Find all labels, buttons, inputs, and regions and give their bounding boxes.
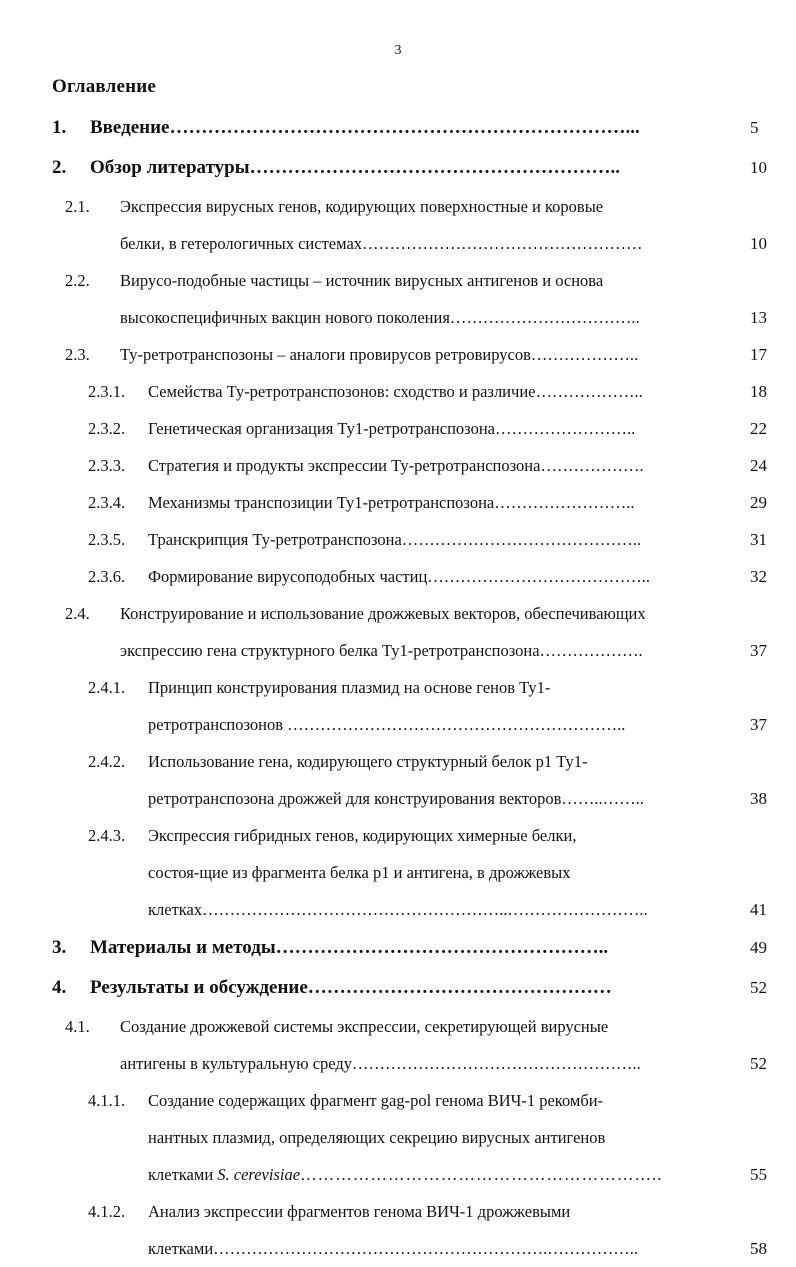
toc-entry-text — [90, 148, 750, 188]
toc-page-number: 24 — [750, 456, 767, 475]
toc-entry-line: Создание содержащих фрагмент gag-pol генома ВИЧ-1 рекомби- — [148, 1091, 604, 1110]
toc-entry[interactable] — [0, 410, 796, 447]
toc-page-number: 38 — [750, 789, 767, 808]
toc-entry-text — [148, 669, 750, 743]
toc-page-number: 13 — [750, 308, 767, 327]
toc-entry-text — [120, 595, 750, 669]
toc-entry-line: антигены в культуральную среду…………………………………………….. — [120, 1054, 641, 1073]
toc-entry-line: Экспрессия вирусных генов, кодирующих поверхностные и коровые — [120, 197, 604, 216]
toc-entry-line: Экспрессия гибридных генов, кодирующих химерные белки, — [148, 826, 577, 845]
toc-entry[interactable] — [0, 1193, 796, 1267]
toc-entry-text — [148, 743, 750, 817]
toc-entry-number: 2.3.3. — [88, 456, 126, 475]
toc-entry-line: экспрессию гена структурного белка Ту1-ретротранспозона………………. — [120, 641, 643, 660]
toc-entry-text — [148, 1193, 750, 1267]
toc-entry-line: Принцип конструирования плазмид на основе генов Ту1- — [148, 678, 551, 697]
toc-entry[interactable] — [0, 1082, 796, 1193]
toc-page-number: 52 — [750, 978, 767, 997]
toc-entry-number: 2.3.2. — [88, 419, 126, 438]
toc-entry-number: 2.2. — [65, 271, 90, 290]
toc-entry-text — [120, 1008, 750, 1082]
toc-entry-number: 2.4. — [65, 604, 90, 623]
toc-page-number: 18 — [750, 382, 767, 401]
toc-entry-line: Материалы и методы…………………………………………….. — [90, 937, 609, 958]
toc-page-number: 49 — [750, 938, 767, 957]
toc-entry-text — [148, 817, 750, 928]
toc-entry[interactable] — [0, 484, 796, 521]
toc-entry[interactable] — [0, 108, 796, 148]
page-number-folio: 3 — [394, 43, 402, 58]
toc-entry-text — [148, 1082, 750, 1193]
toc-entry[interactable] — [0, 373, 796, 410]
toc-page-number: 10 — [750, 234, 767, 253]
toc-entry[interactable] — [0, 447, 796, 484]
toc-entry-number: 2. — [52, 157, 67, 178]
toc-page-number: 31 — [750, 530, 767, 549]
toc-entry[interactable] — [0, 968, 796, 1008]
toc-entry-line: Стратегия и продукты экспрессии Ту-ретротранспозона………………. — [148, 456, 644, 475]
toc-page-number: 10 — [750, 158, 767, 177]
toc-entry-number: 2.3. — [65, 345, 90, 364]
toc-page-number: 37 — [750, 715, 767, 734]
toc-entry-line: белки, в гетерологичных системах…………………………………………… — [120, 234, 643, 253]
toc-page-number: 22 — [750, 419, 767, 438]
table-of-contents — [0, 108, 796, 1267]
toc-entry-number: 1. — [52, 117, 67, 138]
toc-entry-text — [148, 484, 750, 521]
toc-entry-line: Механизмы транспозиции Ту1-ретротранспозона…………………….. — [148, 493, 635, 512]
toc-page-number: 41 — [750, 900, 767, 919]
toc-entry-line: Семейства Ту-ретротранспозонов: сходство и различие……………….. — [148, 382, 643, 401]
toc-entry-number: 2.3.4. — [88, 493, 126, 512]
toc-entry-number: 3. — [52, 937, 67, 958]
toc-entry-number: 4.1. — [65, 1017, 90, 1036]
toc-entry-number: 2.4.3. — [88, 826, 126, 845]
toc-entry-line: клетками S. cerevisiae…………………………………………………….. — [148, 1165, 663, 1184]
toc-page-number: 58 — [750, 1239, 767, 1258]
toc-entry-text — [90, 108, 750, 148]
toc-entry-line: нантных плазмид, определяющих секрецию вирусных антигенов — [148, 1128, 606, 1147]
toc-entry-line: Использование гена, кодирующего структурный белок p1 Ту1- — [148, 752, 588, 771]
toc-entry[interactable] — [0, 669, 796, 743]
toc-entry-text — [148, 558, 750, 595]
toc-entry-line: Вирусо-подобные частицы – источник вирусных антигенов и основа — [120, 271, 604, 290]
toc-entry[interactable] — [0, 817, 796, 928]
toc-entry-number: 2.3.5. — [88, 530, 126, 549]
toc-entry-line: ретротранспозона дрожжей для конструирования векторов……..…….. — [148, 789, 644, 808]
toc-entry-text — [148, 410, 750, 447]
toc-entry-number: 2.4.2. — [88, 752, 126, 771]
toc-entry[interactable] — [0, 336, 796, 373]
toc-entry-line: клетками…………………………………………………….…………….. — [148, 1239, 639, 1258]
toc-entry-line: Результаты и обсуждение………………………………………… — [90, 977, 612, 998]
toc-entry-text — [90, 928, 750, 968]
toc-entry-line: Создание дрожжевой системы экспрессии, секретирующей вирусные — [120, 1017, 609, 1036]
toc-page-number: 32 — [750, 567, 767, 586]
page-title: Оглавление — [52, 76, 157, 97]
toc-entry-text — [120, 336, 750, 373]
toc-entry[interactable] — [0, 1008, 796, 1082]
toc-entry[interactable] — [0, 188, 796, 262]
toc-entry-number: 2.3.1. — [88, 382, 126, 401]
toc-entry-line: Ту-ретротранспозоны – аналоги провирусов ретровирусов……………….. — [120, 345, 639, 364]
toc-entry-line: Генетическая организация Ту1-ретротранспозона…………………….. — [148, 419, 636, 438]
dot-leader: …………………………………………………….. — [300, 1165, 663, 1184]
toc-page-number: 5 — [750, 118, 759, 137]
toc-entry[interactable] — [0, 558, 796, 595]
toc-entry-number: 2.1. — [65, 197, 90, 216]
toc-entry-line: Введение………………………………………………………………... — [90, 117, 640, 138]
toc-entry-text — [120, 188, 750, 262]
toc-entry-number: 4. — [52, 977, 67, 998]
toc-entry-line: клетках………………………………………………..…………………….. — [148, 900, 648, 919]
toc-entry-line: Формирование вирусоподобных частиц………………………………….. — [148, 567, 651, 586]
toc-page-number: 52 — [750, 1054, 767, 1073]
toc-entry-number: 2.4.1. — [88, 678, 126, 697]
species-name: S. cerevisiae — [217, 1165, 301, 1184]
toc-entry[interactable] — [0, 743, 796, 817]
toc-entry-line: Обзор литературы………………………………………………….. — [90, 157, 621, 178]
toc-entry-number: 2.3.6. — [88, 567, 126, 586]
toc-entry-line: ретротранспозонов …………………………………………………….. — [148, 715, 626, 734]
toc-entry-text — [120, 262, 750, 336]
toc-page-number: 29 — [750, 493, 767, 512]
toc-page-number: 37 — [750, 641, 767, 660]
toc-entry-number: 4.1.2. — [88, 1202, 126, 1221]
toc-entry-line: Анализ экспрессии фрагментов генома ВИЧ-1 дрожжевыми — [148, 1202, 571, 1221]
toc-page-number: 17 — [750, 345, 767, 364]
toc-entry[interactable] — [0, 521, 796, 558]
toc-entry-line: Конструирование и использование дрожжевых векторов, обеспечивающих — [120, 604, 646, 623]
toc-entry[interactable] — [0, 595, 796, 669]
toc-page-number: 55 — [750, 1165, 767, 1184]
toc-entry-text — [148, 521, 750, 558]
toc-entry[interactable] — [0, 928, 796, 968]
toc-entry[interactable] — [0, 262, 796, 336]
toc-entry-text — [148, 373, 750, 410]
toc-entry-line: Транскрипция Ту-ретротранспозона…………………………………….. — [148, 530, 642, 549]
toc-entry-text — [148, 447, 750, 484]
toc-entry[interactable] — [0, 148, 796, 188]
toc-entry-line: высокоспецифичных вакцин нового поколения…………………………….. — [120, 308, 640, 327]
toc-entry-text — [90, 968, 750, 1008]
toc-entry-line: состоя-щие из фрагмента белка p1 и антигена, в дрожжевых — [148, 863, 571, 882]
toc-entry-number: 4.1.1. — [88, 1091, 126, 1110]
